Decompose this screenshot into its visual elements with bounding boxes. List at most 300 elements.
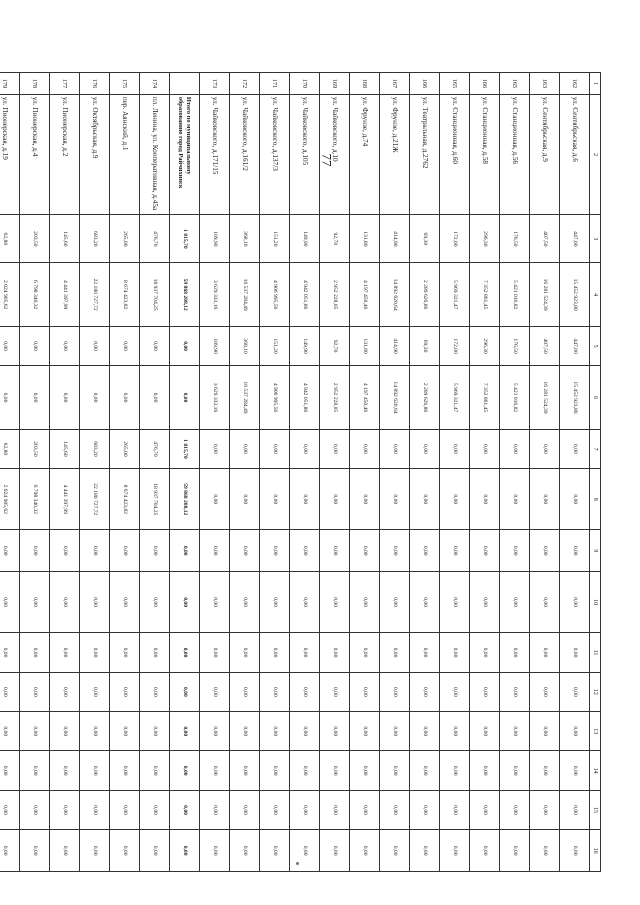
value-cell: 0,00 — [140, 572, 170, 633]
value-cell: 6 798 340,32 — [20, 469, 50, 530]
table-row — [440, 73, 470, 872]
value-cell: 2 952 228,05 — [320, 263, 350, 326]
value-cell: 3 629 333,16 — [200, 263, 230, 326]
value-cell: 0,00 — [80, 326, 110, 365]
value-cell: 0,00 — [290, 530, 320, 572]
value-cell: 0,00 — [50, 751, 80, 790]
value-cell: 0,00 — [410, 530, 440, 572]
value-cell: 0,00 — [110, 530, 140, 572]
value-cell: 0,00 — [200, 633, 230, 672]
value-cell: 0,00 — [410, 469, 440, 530]
value-cell: 0,00 — [140, 326, 170, 365]
value-cell: 109,90 — [200, 215, 230, 263]
value-cell: 0,00 — [410, 790, 440, 829]
value-cell: 18 937 704,25 — [140, 469, 170, 530]
row-number-cell: 167 — [380, 73, 410, 95]
value-cell: 2 024 905,62 — [0, 263, 20, 326]
value-cell: 683,20 — [80, 215, 110, 263]
value-cell: 0,00 — [110, 633, 140, 672]
value-cell: 203,50 — [20, 215, 50, 263]
value-cell: 4 942 051,86 — [290, 263, 320, 326]
value-cell: 0,00 — [320, 530, 350, 572]
address-cell: ул. Чайковского, д.137/3 — [260, 94, 290, 214]
value-cell: 0,00 — [200, 712, 230, 751]
value-cell: 0,00 — [50, 712, 80, 751]
col-header: 7 — [590, 429, 601, 468]
address-cell: ул. Пионерская, д.4 — [20, 94, 50, 214]
value-cell: 0,00 — [200, 572, 230, 633]
page-number: 77 — [319, 153, 335, 167]
value-cell: 3 629 333,16 — [200, 366, 230, 429]
value-cell: 0,00 — [140, 672, 170, 711]
value-cell: 0,00 — [200, 530, 230, 572]
value-cell: 2 289 626,86 — [410, 366, 440, 429]
value-cell: 0,00 — [470, 751, 500, 790]
value-cell: 0,00 — [20, 672, 50, 711]
value-cell: 0,00 — [290, 633, 320, 672]
value-cell: 0,00 — [530, 672, 560, 711]
value-cell: 0,00 — [260, 429, 290, 468]
value-cell: 0,00 — [230, 790, 260, 829]
value-cell: 0,00 — [230, 530, 260, 572]
value-cell: 0,00 — [80, 712, 110, 751]
value-cell: 0,00 — [0, 751, 20, 790]
table-row — [0, 73, 20, 872]
value-cell: 62,80 — [0, 215, 20, 263]
address-cell: пер. Аянский, д.1 — [110, 94, 140, 214]
value-cell: 0,00 — [110, 672, 140, 711]
value-cell: 69,30 — [410, 326, 440, 365]
value-cell: 0,00 — [350, 469, 380, 530]
value-cell: 0,00 — [350, 751, 380, 790]
value-cell: 0,00 — [50, 672, 80, 711]
table-row — [500, 73, 530, 872]
table-row — [260, 73, 290, 872]
value-cell: 0,00 — [410, 633, 440, 672]
value-cell: 69,30 — [410, 215, 440, 263]
value-cell: 0,00 — [80, 633, 110, 672]
value-cell: 0,00 — [50, 326, 80, 365]
value-cell: 4 906 995,56 — [260, 366, 290, 429]
value-cell: 8 674 423,82 — [110, 469, 140, 530]
table-row — [200, 73, 230, 872]
value-cell: 7 352 861,45 — [470, 366, 500, 429]
value-cell: 0,00 — [290, 572, 320, 633]
value-cell: 0,00 — [170, 633, 200, 672]
value-cell: 0,00 — [560, 429, 590, 468]
col-header: 16 — [590, 830, 601, 872]
value-cell: 151,20 — [260, 326, 290, 365]
value-cell: 145,60 — [50, 429, 80, 468]
value-cell: 0,00 — [470, 672, 500, 711]
value-cell: 0,00 — [440, 429, 470, 468]
address-cell: ул. Станционная, д.60 — [440, 94, 470, 214]
col-header: 13 — [590, 712, 601, 751]
value-cell: 4 906 995,56 — [260, 263, 290, 326]
value-cell: 0,00 — [560, 530, 590, 572]
value-cell: 0,00 — [260, 469, 290, 530]
value-cell: 0,00 — [440, 633, 470, 672]
value-cell: 5 421 016,82 — [500, 366, 530, 429]
value-cell: 203,50 — [20, 429, 50, 468]
value-cell: 0,00 — [560, 633, 590, 672]
row-number-cell: 172 — [230, 73, 260, 95]
value-cell: 0,00 — [410, 830, 440, 872]
value-cell: 0,00 — [350, 633, 380, 672]
address-cell: ул. Театральная, д.2762 — [410, 94, 440, 214]
value-cell: 14 892 620,64 — [380, 263, 410, 326]
value-cell: 131,80 — [350, 215, 380, 263]
value-cell: 0,00 — [410, 672, 440, 711]
value-cell: 149,90 — [290, 326, 320, 365]
value-cell: 0,00 — [200, 830, 230, 872]
value-cell: 0,00 — [500, 790, 530, 829]
value-cell: 0,00 — [530, 633, 560, 672]
col-header: 11 — [590, 633, 601, 672]
value-cell: 0,00 — [170, 751, 200, 790]
value-cell: 131,80 — [350, 326, 380, 365]
value-cell: 2 289 626,86 — [410, 263, 440, 326]
value-cell: 0,00 — [80, 751, 110, 790]
value-cell: 0,00 — [560, 751, 590, 790]
value-cell: 0,00 — [260, 530, 290, 572]
col-header: 2 — [590, 94, 601, 214]
value-cell: 0,00 — [50, 572, 80, 633]
value-cell: 0,00 — [170, 326, 200, 365]
value-cell: 0,00 — [50, 366, 80, 429]
value-cell: 0,00 — [440, 469, 470, 530]
value-cell: 0,00 — [110, 751, 140, 790]
value-cell: 0,00 — [560, 712, 590, 751]
value-cell: 0,00 — [470, 712, 500, 751]
value-cell: 0,00 — [230, 429, 260, 468]
value-cell: 0,00 — [560, 572, 590, 633]
value-cell: 4 441 397,99 — [50, 469, 80, 530]
value-cell: 0,00 — [20, 366, 50, 429]
address-cell: пл. Ленина, ул. Кооперативная, д.45а — [140, 94, 170, 214]
value-cell: 0,00 — [200, 790, 230, 829]
value-cell: 0,00 — [230, 830, 260, 872]
table-row — [560, 73, 590, 872]
address-cell: ул. Пионерская, д.19 — [0, 94, 20, 214]
value-cell: 0,00 — [560, 830, 590, 872]
value-cell: 265,00 — [110, 215, 140, 263]
value-cell: 0,00 — [80, 530, 110, 572]
value-cell: 0,00 — [230, 572, 260, 633]
value-cell: 0,00 — [140, 790, 170, 829]
col-header: 14 — [590, 751, 601, 790]
value-cell: 368,10 — [230, 326, 260, 365]
row-number-cell: 169 — [320, 73, 350, 95]
value-cell: 5 969 321,47 — [440, 366, 470, 429]
value-cell: 0,00 — [260, 572, 290, 633]
col-header: 8 — [590, 469, 601, 530]
data-table — [0, 72, 601, 872]
row-number-cell: 176 — [80, 73, 110, 95]
value-cell: 0,00 — [290, 712, 320, 751]
value-cell: 0,00 — [500, 830, 530, 872]
row-number-cell: 168 — [350, 73, 380, 95]
value-cell: 0,00 — [380, 751, 410, 790]
value-cell: 296,30 — [470, 215, 500, 263]
table-row — [290, 73, 320, 872]
value-cell: 0,00 — [20, 830, 50, 872]
value-cell: 0,00 — [440, 530, 470, 572]
row-number-cell: 171 — [260, 73, 290, 95]
value-cell: 0,00 — [470, 429, 500, 468]
value-cell: 4 942 051,86 — [290, 366, 320, 429]
address-cell: ул. Чайковского, д.10 — [320, 94, 350, 214]
value-cell: 0,00 — [350, 429, 380, 468]
col-header: 3 — [590, 215, 601, 263]
address-cell: ул. Сентябрьская, д.6 — [560, 94, 590, 214]
value-cell: 92,70 — [320, 326, 350, 365]
value-cell: 0,00 — [230, 672, 260, 711]
value-cell: 145,60 — [50, 215, 80, 263]
value-cell: 0,00 — [350, 830, 380, 872]
value-cell: 0,00 — [440, 751, 470, 790]
value-cell: 0,00 — [320, 751, 350, 790]
value-cell: 0,00 — [290, 469, 320, 530]
row-number-cell: 166 — [410, 73, 440, 95]
value-cell: 0,00 — [290, 672, 320, 711]
value-cell: 0,00 — [110, 326, 140, 365]
value-cell: 4 441 397,99 — [50, 263, 80, 326]
table-row — [20, 73, 50, 872]
value-cell: 0,00 — [500, 712, 530, 751]
value-cell: 5 969 321,47 — [440, 263, 470, 326]
value-cell: 0,00 — [500, 751, 530, 790]
row-number-cell: 170 — [290, 73, 320, 95]
value-cell: 0,00 — [320, 830, 350, 872]
value-cell: 0,00 — [350, 572, 380, 633]
value-cell: 2 024 905,62 — [0, 469, 20, 530]
table-body — [0, 73, 590, 872]
address-cell: ул. Фрунзе, д.21Ж — [380, 94, 410, 214]
value-cell: 0,00 — [560, 469, 590, 530]
value-cell: 0,00 — [170, 530, 200, 572]
value-cell: 265,00 — [110, 429, 140, 468]
value-cell: 15 452 923,80 — [560, 366, 590, 429]
value-cell: 14 892 620,64 — [380, 366, 410, 429]
value-cell: 0,00 — [410, 712, 440, 751]
value-cell: 7 352 861,45 — [470, 263, 500, 326]
value-cell: 0,00 — [140, 366, 170, 429]
value-cell: 0,00 — [410, 429, 440, 468]
value-cell: 0,00 — [320, 469, 350, 530]
value-cell: 0,00 — [80, 366, 110, 429]
value-cell: 4 197 450,46 — [350, 263, 380, 326]
address-cell: ул. Чайковского, д.105 — [290, 94, 320, 214]
value-cell: 0,00 — [500, 530, 530, 572]
value-cell: 0,00 — [380, 790, 410, 829]
value-cell: 0,00 — [140, 830, 170, 872]
value-cell: 0,00 — [170, 572, 200, 633]
value-cell: 0,00 — [470, 830, 500, 872]
value-cell: 0,00 — [410, 572, 440, 633]
table-total-row — [170, 73, 200, 872]
value-cell: 0,00 — [440, 712, 470, 751]
value-cell: 0,00 — [530, 530, 560, 572]
col-header: 15 — [590, 790, 601, 829]
row-number-cell — [170, 73, 200, 95]
value-cell: 0,00 — [170, 790, 200, 829]
table-row — [530, 73, 560, 872]
value-cell: 0,00 — [80, 672, 110, 711]
address-cell: Итого по муниципальному образованию город Райчихинск — [170, 94, 200, 214]
value-cell: 0,00 — [230, 469, 260, 530]
value-cell: 0,00 — [260, 712, 290, 751]
value-cell: 0,00 — [50, 790, 80, 829]
table-row — [320, 73, 350, 872]
value-cell: 0,00 — [50, 633, 80, 672]
table-row — [50, 73, 80, 872]
value-cell: 0,00 — [410, 751, 440, 790]
col-header: 12 — [590, 672, 601, 711]
row-number-cell: 174 — [140, 73, 170, 95]
value-cell: 0,00 — [350, 672, 380, 711]
value-cell: 22 180 727,72 — [80, 469, 110, 530]
value-cell: 0,00 — [290, 751, 320, 790]
value-cell: 0,00 — [20, 790, 50, 829]
value-cell: 0,00 — [170, 672, 200, 711]
header-row — [590, 73, 601, 872]
address-cell: ул. Пионерская, д.2 — [50, 94, 80, 214]
value-cell: 0,00 — [380, 672, 410, 711]
table-row — [470, 73, 500, 872]
value-cell: 0,00 — [470, 790, 500, 829]
value-cell: 0,00 — [200, 469, 230, 530]
value-cell: 0,00 — [380, 530, 410, 572]
value-cell: 0,00 — [470, 469, 500, 530]
row-number-cell: 179 — [0, 73, 20, 95]
value-cell: 0,00 — [140, 712, 170, 751]
value-cell: 0,00 — [320, 712, 350, 751]
value-cell: 0,00 — [470, 633, 500, 672]
value-cell: 0,00 — [530, 572, 560, 633]
address-cell: ул. Сентябрьская, д.9 — [530, 94, 560, 214]
col-header: 6 — [590, 366, 601, 429]
value-cell: 683,20 — [80, 429, 110, 468]
value-cell: 368,10 — [230, 215, 260, 263]
address-cell: ул. Чайковского, д.161/2 — [230, 94, 260, 214]
value-cell: 0,00 — [20, 530, 50, 572]
row-number-cell: 165 — [500, 73, 530, 95]
value-cell: 16 281 524,39 — [530, 263, 560, 326]
value-cell: 0,00 — [260, 751, 290, 790]
value-cell: 0,00 — [440, 572, 470, 633]
value-cell: 0,00 — [0, 530, 20, 572]
value-cell: 0,00 — [320, 633, 350, 672]
value-cell: 0,00 — [350, 712, 380, 751]
value-cell: 8 674 423,82 — [110, 263, 140, 326]
value-cell: 0,00 — [50, 530, 80, 572]
value-cell: 0,00 — [320, 790, 350, 829]
value-cell: 0,00 — [380, 572, 410, 633]
value-cell: 0,00 — [380, 633, 410, 672]
value-cell: 0,00 — [530, 429, 560, 468]
value-cell: 176,50 — [500, 215, 530, 263]
value-cell: 0,00 — [110, 830, 140, 872]
address-cell: ул. Октябрьская, д.9 — [80, 94, 110, 214]
value-cell: 0,00 — [20, 751, 50, 790]
value-cell: 109,90 — [200, 326, 230, 365]
value-cell: 0,00 — [110, 366, 140, 429]
table-row — [350, 73, 380, 872]
row-number-cell: 177 — [50, 73, 80, 95]
value-cell: 447,00 — [560, 215, 590, 263]
address-cell: ул. Чайковского, д.171/15 — [200, 94, 230, 214]
value-cell: 0,00 — [440, 830, 470, 872]
value-cell: 0,00 — [260, 830, 290, 872]
col-header: 5 — [590, 326, 601, 365]
table-row — [380, 73, 410, 872]
value-cell: 1 815,70 — [170, 215, 200, 263]
value-cell: 22 180 727,72 — [80, 263, 110, 326]
value-cell: 62,80 — [0, 429, 20, 468]
value-cell: 0,00 — [170, 712, 200, 751]
value-cell: 0,00 — [80, 790, 110, 829]
value-cell: 0,00 — [470, 572, 500, 633]
value-cell: 447,00 — [560, 326, 590, 365]
value-cell: 476,70 — [140, 429, 170, 468]
value-cell: 0,00 — [260, 633, 290, 672]
row-number-cell: 166 — [470, 73, 500, 95]
value-cell: 0,00 — [0, 633, 20, 672]
value-cell: 0,00 — [530, 712, 560, 751]
value-cell: 0,00 — [200, 672, 230, 711]
value-cell: 0,00 — [350, 530, 380, 572]
value-cell: 0,00 — [110, 712, 140, 751]
value-cell: 0,00 — [380, 830, 410, 872]
value-cell: 10 537 284,49 — [230, 366, 260, 429]
value-cell: 0,00 — [170, 830, 200, 872]
value-cell: 149,90 — [290, 215, 320, 263]
value-cell: 0,00 — [140, 530, 170, 572]
value-cell: 0,00 — [110, 572, 140, 633]
value-cell: 0,00 — [0, 830, 20, 872]
value-cell: 0,00 — [290, 830, 320, 872]
value-cell: 0,00 — [530, 469, 560, 530]
value-cell: 0,00 — [170, 366, 200, 429]
value-cell: 0,00 — [500, 469, 530, 530]
value-cell: 0,00 — [260, 672, 290, 711]
value-cell: 0,00 — [80, 830, 110, 872]
value-cell: 0,00 — [290, 429, 320, 468]
value-cell: 6 798 340,32 — [20, 263, 50, 326]
col-header: 4 — [590, 263, 601, 326]
value-cell: 151,20 — [260, 215, 290, 263]
value-cell: 0,00 — [0, 672, 20, 711]
value-cell: 59 868 208,12 — [170, 263, 200, 326]
value-cell: 0,00 — [0, 366, 20, 429]
value-cell: 0,00 — [320, 572, 350, 633]
table-row — [410, 73, 440, 872]
value-cell: 476,70 — [140, 215, 170, 263]
value-cell: 4 197 450,46 — [350, 366, 380, 429]
value-cell: 0,00 — [560, 672, 590, 711]
value-cell: 0,00 — [530, 830, 560, 872]
address-cell: ул. Станционная, д.56 — [500, 94, 530, 214]
value-cell: 0,00 — [80, 572, 110, 633]
value-cell: 0,00 — [440, 790, 470, 829]
value-cell: 0,00 — [350, 790, 380, 829]
value-cell: 2 952 228,05 — [320, 366, 350, 429]
value-cell: 0,00 — [0, 712, 20, 751]
value-cell: 0,00 — [500, 672, 530, 711]
value-cell: 0,00 — [140, 751, 170, 790]
value-cell: 16 281 524,39 — [530, 366, 560, 429]
